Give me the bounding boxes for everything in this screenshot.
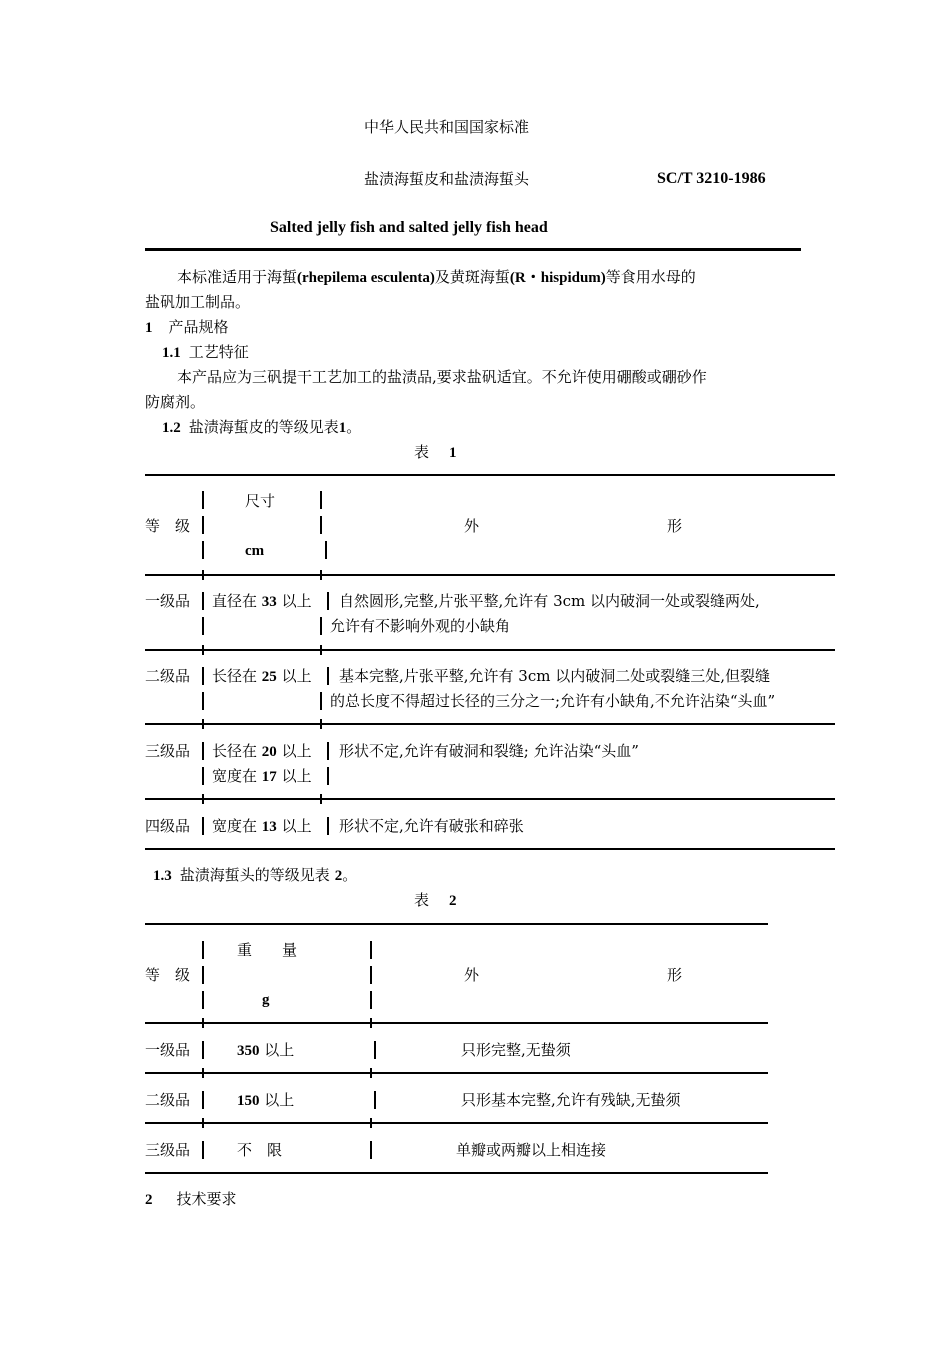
appearance-cell-line-2: 的总长度不得超过长径的三分之一;允许有小缺角,不允许沾染“头血” (330, 692, 776, 710)
national-standard-label: 中华人民共和国国家标准 (364, 118, 530, 136)
appearance-cell-line-1: 自然圆形,完整,片张平整,允许有 3cm 以内破洞一处或裂缝两处, (339, 592, 760, 610)
weight-cell: 150 以上 (237, 1091, 295, 1109)
document-title-cn: 盐渍海蜇皮和盐渍海蜇头 (364, 170, 530, 188)
table-1-header-size: 尺寸 (245, 492, 276, 510)
table-2-header-grade: 等 级 (145, 966, 191, 984)
table-1-caption: 表 1 (414, 443, 457, 461)
document-title-en: Salted jelly fish and salted jelly fish head (270, 219, 548, 236)
section-1-1-text-line-1: 本产品应为三矾提干工艺加工的盐渍品,要求盐矾适宜。不允许使用硼酸或硼砂作 (177, 368, 707, 386)
table-2-row-rule (145, 1072, 768, 1074)
table-1-header-grade: 等 级 (145, 517, 191, 535)
grade-cell: 三级品 (145, 1141, 191, 1159)
grade-cell: 一级品 (145, 1041, 191, 1059)
table-2-header-appearance-1: 外 (464, 966, 480, 984)
table-2-bottom-rule (145, 1172, 768, 1174)
size-cell: 宽度在 13 以上 (212, 817, 312, 835)
standard-code: SC/T 3210-1986 (657, 170, 766, 187)
table-1-row-rule (145, 723, 835, 725)
table-1-row-rule (145, 798, 835, 800)
size-cell: 长径在 25 以上 (212, 667, 312, 685)
table-2-header-unit: g (262, 992, 270, 1008)
table-1-header-unit: cm (245, 543, 265, 559)
grade-cell: 二级品 (145, 667, 191, 685)
table-1-header-appearance-1: 外 (464, 517, 480, 535)
grade-cell: 三级品 (145, 742, 191, 760)
appearance-cell-line-1: 形状不定,允许有破张和碎张 (339, 817, 524, 835)
weight-cell: 350 以上 (237, 1041, 295, 1059)
grade-cell: 一级品 (145, 592, 191, 610)
appearance-cell-line-1: 形状不定,允许有破洞和裂缝; 允许沾染“头血” (339, 742, 639, 760)
section-2-heading: 2 技术要求 (145, 1190, 237, 1208)
section-1-3-heading: 1.3 盐渍海蜇头的等级见表 2。 (153, 866, 358, 884)
size-cell: 直径在 33 以上 (212, 592, 312, 610)
table-2-caption: 表 2 (414, 891, 457, 909)
section-1-1-heading: 1.1 工艺特征 (162, 343, 249, 361)
table-1-bottom-rule (145, 848, 835, 850)
table-1-row-rule (145, 649, 835, 651)
section-1-1-text-line-2: 防腐剂。 (145, 393, 206, 411)
appearance-cell-line-1: 基本完整,片张平整,允许有 3cm 以内破洞二处或裂缝三处,但裂缝 (339, 667, 771, 685)
table-2-row-rule (145, 1122, 768, 1124)
table-2-header-appearance-2: 形 (667, 966, 683, 984)
appearance-cell-line-2: 允许有不影响外观的小缺角 (330, 617, 511, 635)
intro-line-1: 本标准适用于海蜇(rhepilema esculenta)及黄斑海蜇(R・hispidum)等食用水母的 (177, 268, 696, 286)
intro-line-2: 盐矾加工制品。 (145, 293, 251, 311)
table-1-top-rule (145, 474, 835, 476)
weight-cell: 不 限 (237, 1141, 283, 1159)
table-1-header-rule (145, 574, 835, 576)
section-1-heading: 1 产品规格 (145, 318, 229, 336)
table-1-header-appearance-2: 形 (667, 517, 683, 535)
header-rule (145, 248, 801, 251)
grade-cell: 四级品 (145, 817, 191, 835)
grade-cell: 二级品 (145, 1091, 191, 1109)
size-cell: 长径在 20 以上 (212, 742, 312, 760)
section-1-2-heading: 1.2 盐渍海蜇皮的等级见表1。 (162, 418, 362, 436)
appearance-cell: 只形完整,无蛰须 (461, 1041, 571, 1059)
size-cell-line-2: 宽度在 17 以上 (212, 767, 312, 785)
table-2-header-rule (145, 1022, 768, 1024)
table-2-top-rule (145, 923, 768, 925)
table-2-header-weight: 重 量 (237, 941, 298, 959)
appearance-cell: 只形基本完整,允许有残缺,无蛰须 (461, 1091, 681, 1109)
appearance-cell: 单瓣或两瓣以上相连接 (456, 1141, 607, 1159)
